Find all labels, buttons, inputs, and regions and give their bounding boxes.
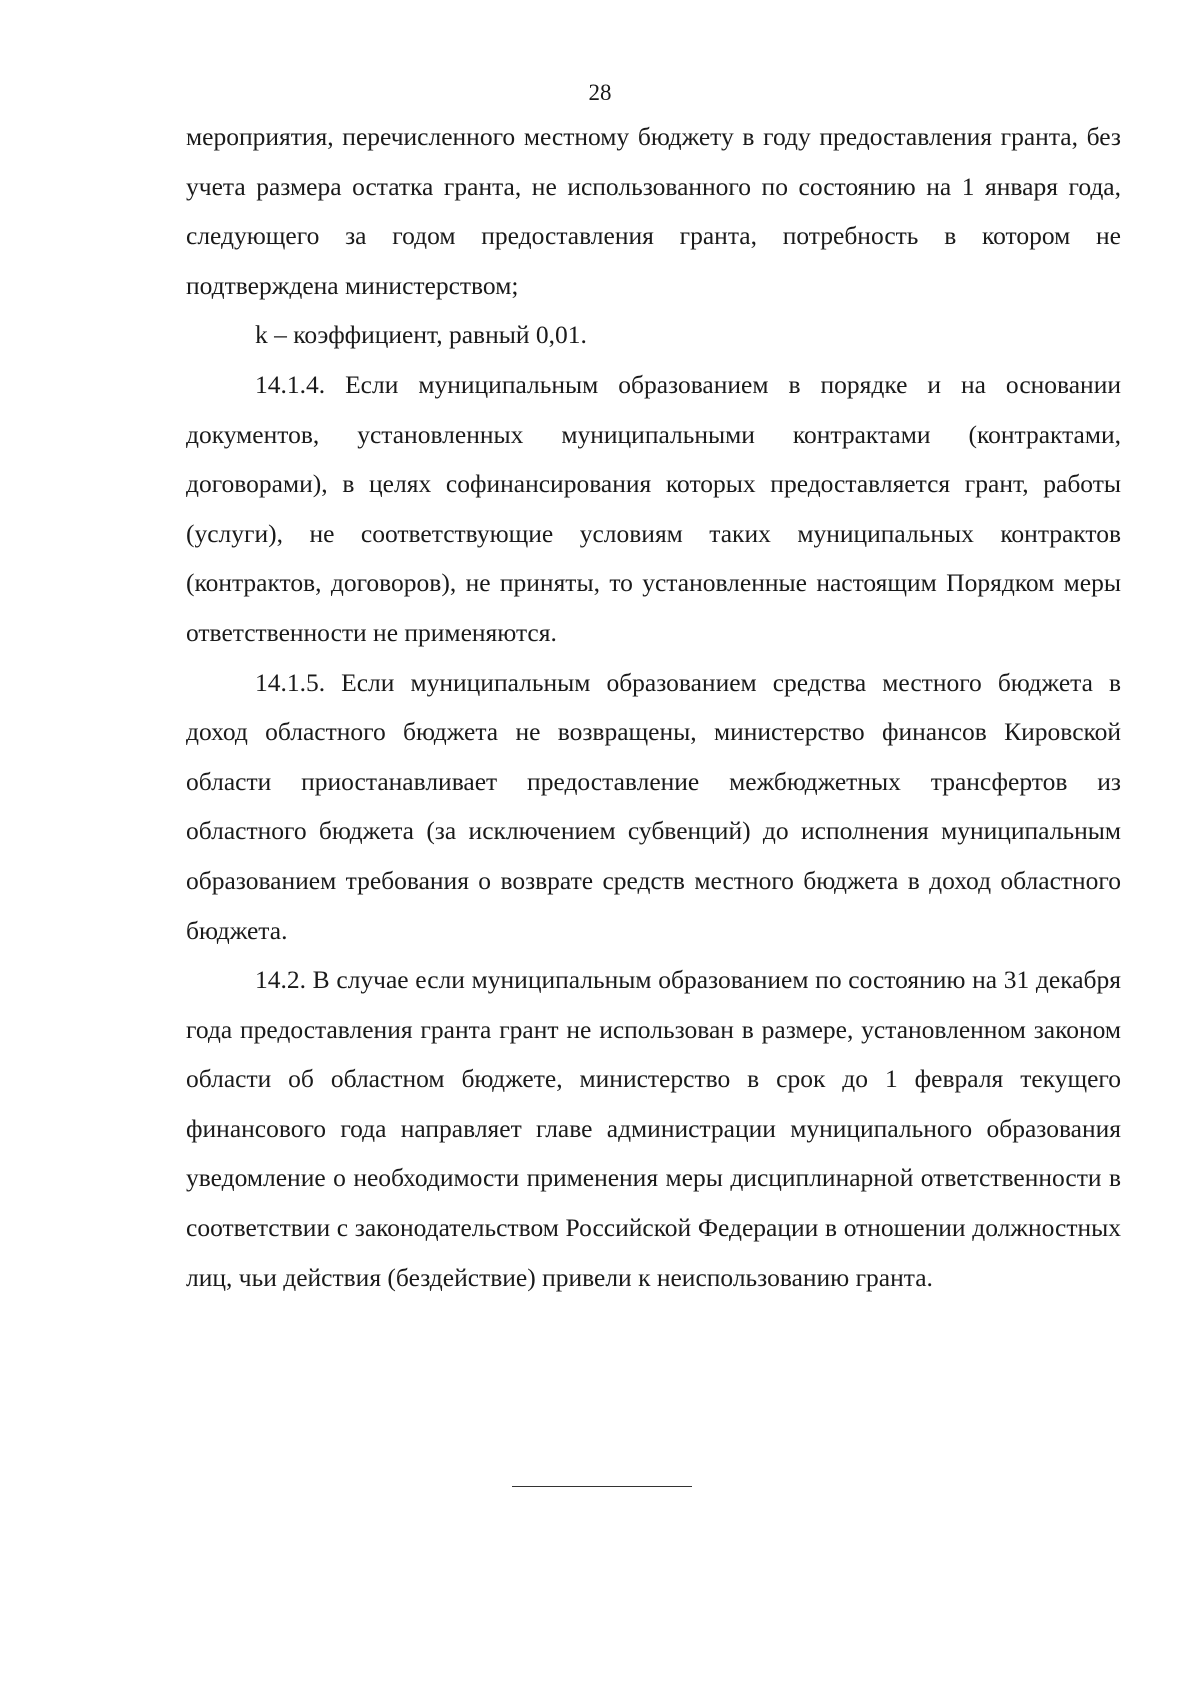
paragraph-clause-14-2: 14.2. В случае если муниципальным образованием по состоянию на 31 декабря года предоставления гранта грант не использован в размере, установленном законом области об областном бюджете, министерство в срок до 1 февраля текущего финансового года направляет главе администрации муниципального образования уведомление о необходимости применения меры дисциплинарной ответственности в соответствии с законодательством Российской Федерации в отношении должностных лиц, чьи действия (бездействие) привели к неиспользованию гранта. — [186, 965, 1121, 1292]
document-body — [186, 112, 1121, 1302]
paragraph-clause-14-1-4: 14.1.4. Если муниципальным образованием в порядке и на основании документов, установленных муниципальными контрактами (контрактами, договорами), в целях софинансирования которых предоставляется грант, работы (услуги), не соответствующие условиям таких муниципальных контрактов (контрактов, договоров), не приняты, то установленные настоящим Порядком меры ответственности не применяются. — [186, 369, 1121, 647]
end-of-document-rule — [512, 1486, 692, 1487]
paragraph-coefficient: k – коэффициент, равный 0,01. — [255, 320, 587, 350]
paragraph-clause-14-1-5: 14.1.5. Если муниципальным образованием средства местного бюджета в доход областного бюджета не возвращены, министерство финансов Кировской области приостанавливает предоставление межбюджетных трансфертов из областного бюджета (за исключением субвенций) до исполнения муниципальным образованием требования о возврате средств местного бюджета в доход областного бюджета. — [186, 667, 1121, 945]
paragraph-continuation: мероприятия, перечисленного местному бюджету в году предоставления гранта, без учета размера остатка гранта, не использованного по состоянию на 1 января года, следующего за годом предоставления гранта, потребность в котором не подтверждена министерством; — [186, 122, 1121, 300]
page-number: 28 — [588, 80, 612, 105]
